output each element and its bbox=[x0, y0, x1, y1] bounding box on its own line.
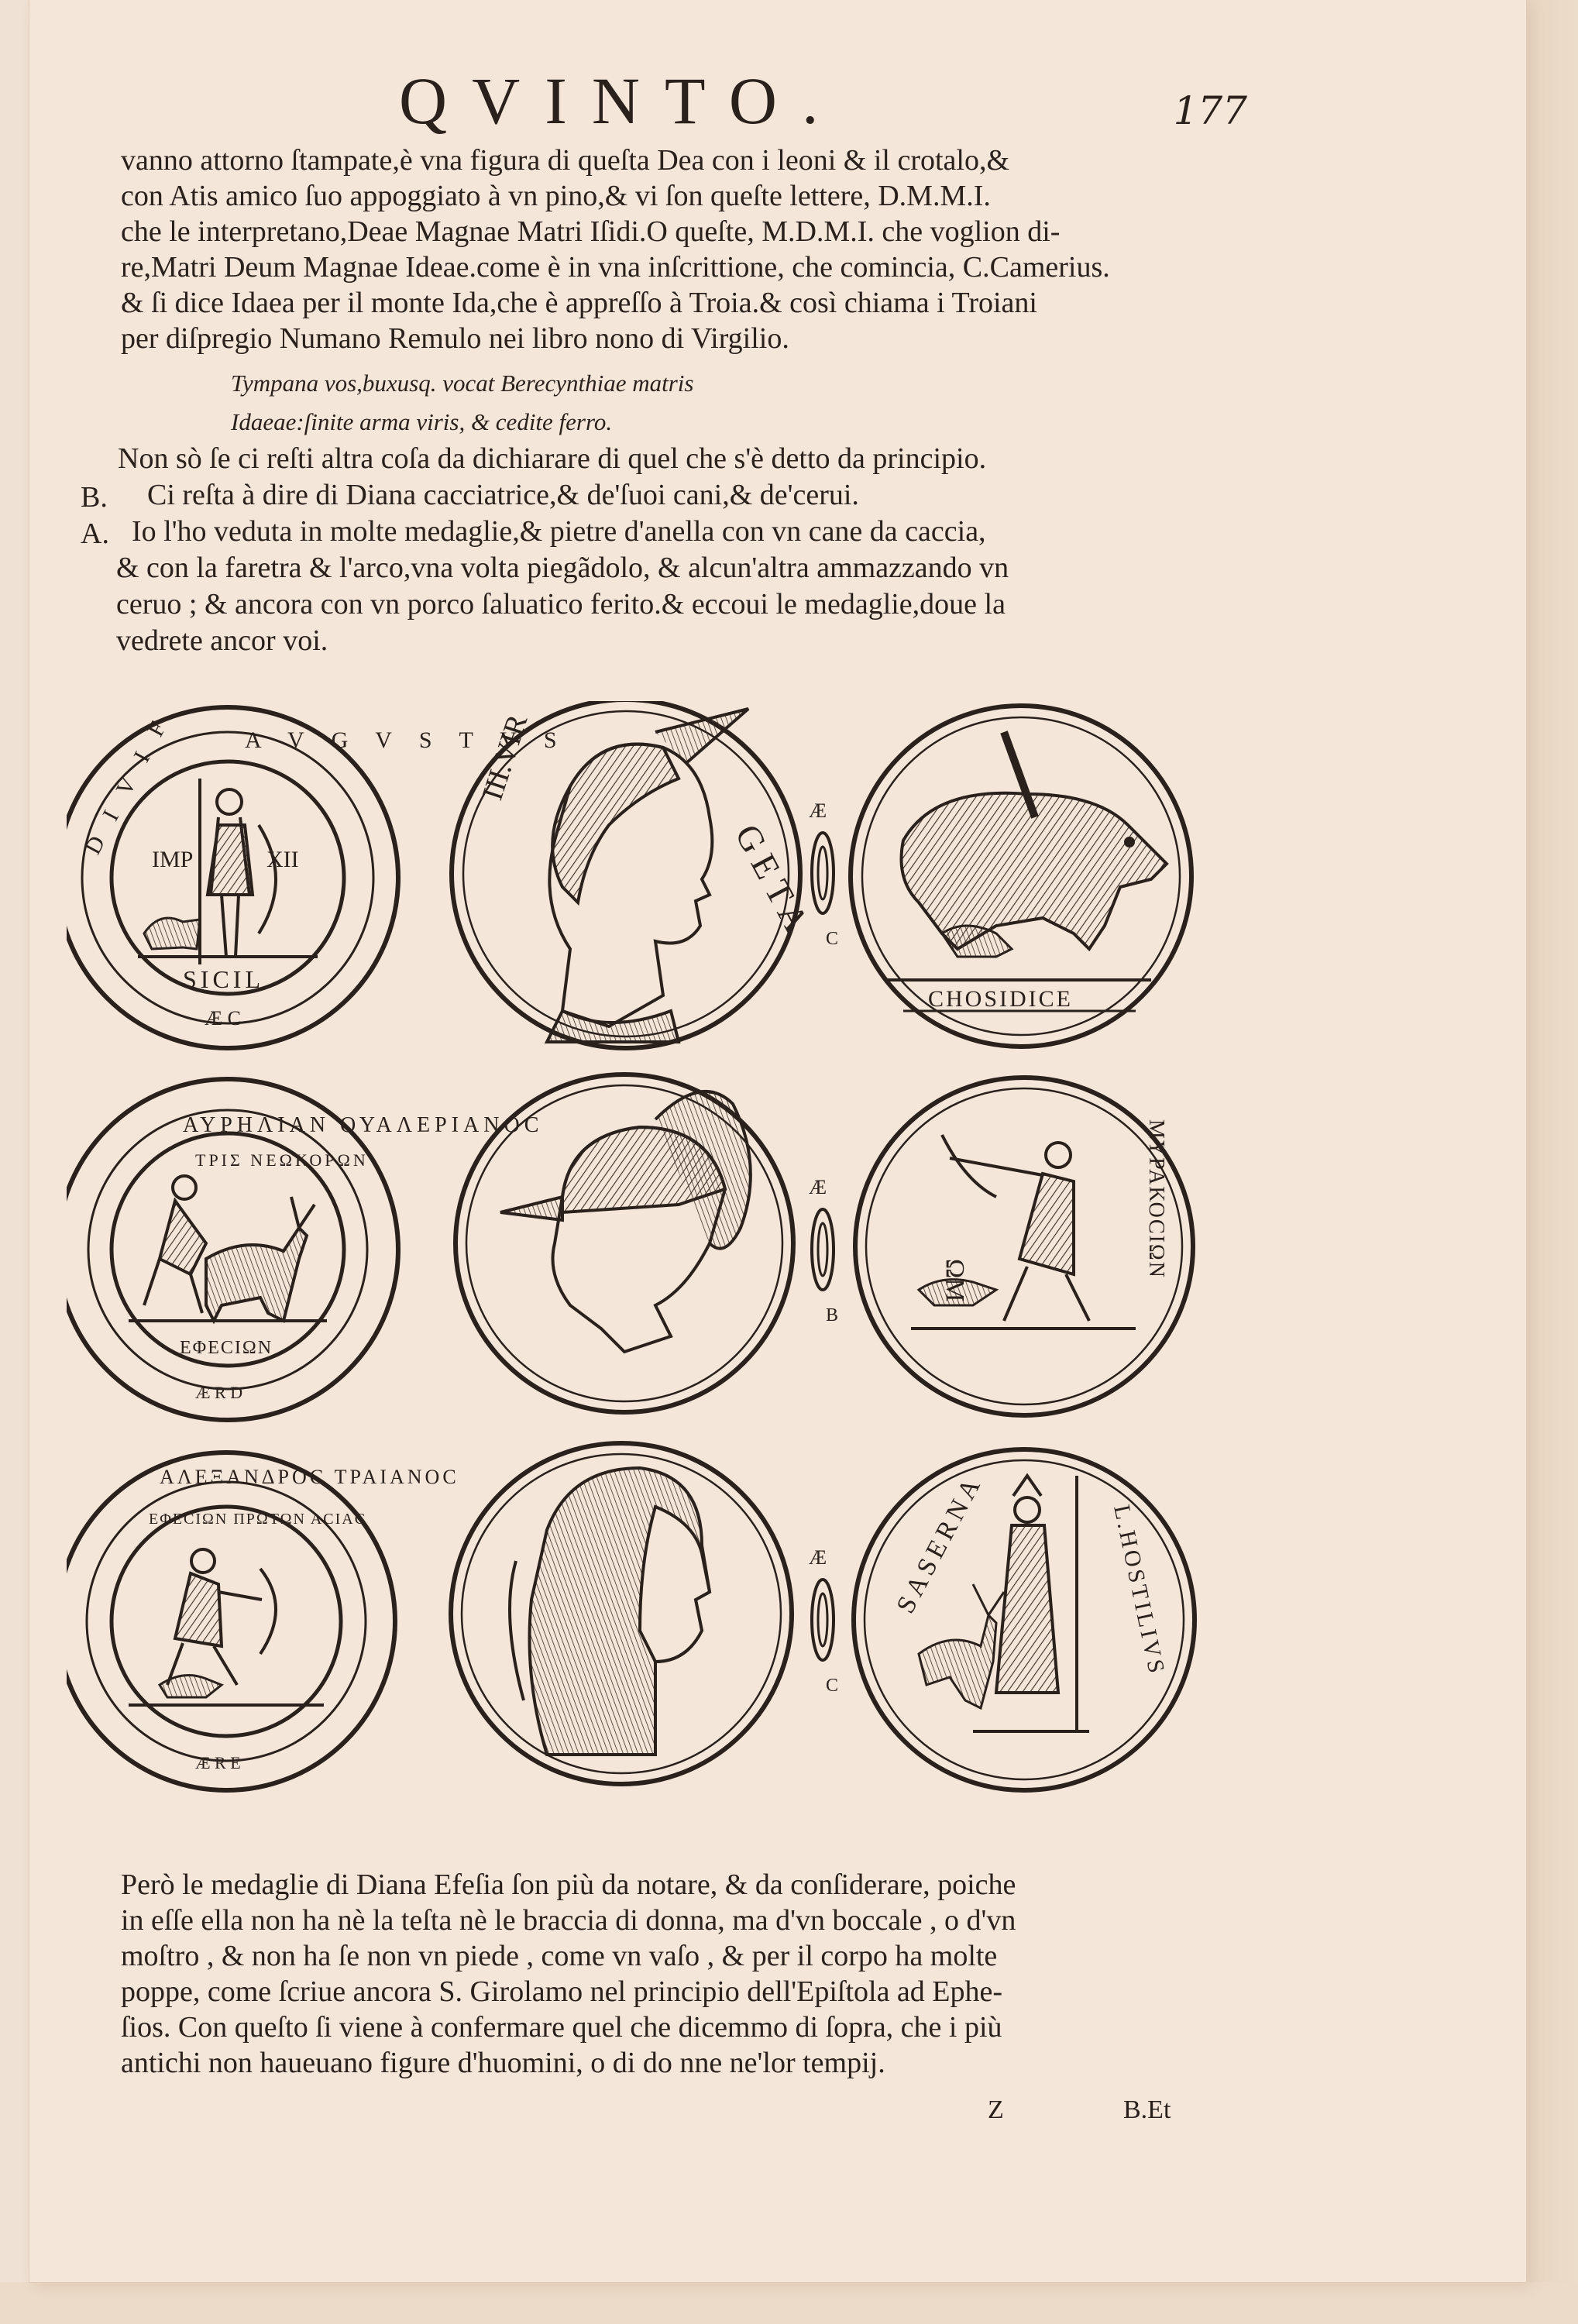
signature-mark: Z bbox=[988, 2095, 1004, 2124]
speaker-label: A. bbox=[81, 517, 109, 550]
medal-legend: GETA bbox=[727, 817, 820, 946]
medal-plate bbox=[67, 701, 1264, 1817]
speaker-label: B. bbox=[81, 481, 108, 514]
medal-geta bbox=[452, 701, 820, 1048]
text-line: re,Matri Deum Magnae Ideae.come è in vna inſcrittione, che comincia, C.Camerius. bbox=[121, 251, 1110, 284]
link-mark: C bbox=[826, 929, 839, 949]
medal-exergue: ΕΦΕϹΙΩΝ bbox=[180, 1338, 273, 1358]
medal-legend: III.VIR bbox=[476, 710, 535, 804]
text-line: ſios. Con queſto ſi viene à confermare quel che dicemmo di ſopra, che i più bbox=[121, 2011, 1002, 2044]
medal-mark: Æ R E bbox=[195, 1753, 241, 1772]
medal-boar bbox=[851, 706, 1191, 1047]
link-mark: C bbox=[826, 1676, 839, 1696]
standing-diana-icon bbox=[996, 1476, 1077, 1731]
running-head: QVINTO. bbox=[399, 64, 844, 138]
dialogue-line: Non sò ſe ci reſti altra coſa da dichiarare di quel che s'è detto da principio. bbox=[118, 442, 987, 475]
link-mark: Æ bbox=[809, 1546, 827, 1569]
text-line: vanno attorno ſtampate,è vna figura di queſta Dea con i leoni & il crotalo,& bbox=[121, 144, 1010, 177]
medal-exergue: SICIL bbox=[183, 965, 264, 993]
medal-legend: L.HOSTILIVS bbox=[1109, 1502, 1171, 1679]
boar-icon bbox=[902, 732, 1167, 949]
medal-exergue: CHOSIDICE bbox=[928, 986, 1074, 1012]
stag-icon bbox=[919, 1584, 1004, 1708]
text-line: con Atis amico ſuo appoggiato à vn pino,& vi ſon queſte lettere, D.M.M.I. bbox=[121, 180, 991, 212]
medal-legend: ΑΛΕΞΑΝΔΡΟC ΤΡΑΙΑΝΟC bbox=[160, 1466, 459, 1488]
medal-legend: ΜΥΡΑΚΟϹΙΩΝ bbox=[1144, 1119, 1168, 1279]
medal-legend: ΑΥΡΗΛΙΑΝ ΟΥΑΛΕΡΙΑΝΟC bbox=[183, 1113, 544, 1137]
link-mark: Æ bbox=[809, 1176, 827, 1198]
medal-link bbox=[809, 1546, 838, 1696]
text-line: moſtro , & non ha ſe non vn piede , come vn vaſo , & per il corpo ha molte bbox=[121, 1940, 998, 1972]
dialogue-line: vedrete ancor voi. bbox=[116, 624, 328, 657]
dialogue-line: Io l'ho veduta in molte medaglie,& pietre d'anella con vn cane da caccia, bbox=[132, 515, 986, 548]
medal-legend: IMP bbox=[152, 847, 194, 872]
medal-mark: Æ C bbox=[205, 1007, 241, 1030]
text-line: antichi non haueuano figure d'huomini, o di do nne ne'lor tempij. bbox=[121, 2047, 885, 2079]
page-header bbox=[116, 62, 1247, 147]
link-mark: B bbox=[826, 1305, 839, 1325]
medal-archer bbox=[855, 1078, 1193, 1415]
medal-ephesus-deer bbox=[67, 1079, 543, 1420]
dog-icon bbox=[160, 1676, 222, 1698]
page-edge-bottom bbox=[0, 2282, 1578, 2324]
medal-legend: SASERNA bbox=[891, 1470, 988, 1618]
dialogue-line: ceruo ; & ancora con vn porco ſaluatico ferito.& eccoui le medaglie,doue la bbox=[116, 588, 1006, 621]
medal-hostilius bbox=[854, 1449, 1195, 1790]
verse-line: Tympana vos,buxusq. vocat Berecynthiae matris bbox=[231, 370, 694, 397]
dialogue-line: Ci reſta à dire di Diana cacciatrice,& de'ſuoi cani,& de'cerui. bbox=[147, 479, 859, 511]
catchword: B.Et bbox=[1123, 2095, 1171, 2124]
medal-legend: XII bbox=[266, 847, 299, 872]
veiled-head-icon bbox=[510, 1468, 710, 1755]
medal-mark: Æ R D bbox=[195, 1383, 243, 1402]
medal-link bbox=[809, 1176, 838, 1325]
text-line: Però le medaglie di Diana Efeſia ſon più da notare, & da conſiderare, poiche bbox=[121, 1868, 1016, 1901]
diana-figure-icon bbox=[200, 779, 276, 964]
female-bust-icon bbox=[547, 709, 748, 1042]
medal-legend: ΤΡΙΣ ΝΕΩΚΟΡΩΝ bbox=[195, 1150, 369, 1170]
medal-legend: D I V I F bbox=[80, 710, 175, 859]
page-number: 177 bbox=[1173, 88, 1247, 133]
medal-engraving bbox=[67, 701, 1264, 1817]
deer-icon bbox=[206, 1197, 315, 1321]
medal-legend: ΩΜ bbox=[940, 1259, 969, 1302]
text-line: & ſi dice Idaea per il monte Ida,che è appreſſo à Troia.& così chiama i Troiani bbox=[121, 287, 1037, 319]
text-line: che le interpretano,Deae Magnae Matri Iſidi.O queſte, M.D.M.I. che voglion di- bbox=[121, 215, 1061, 248]
medal-helmeted-head bbox=[456, 1074, 793, 1412]
text-line: in eſſe ella non ha nè la teſta nè le braccia di donna, ma d'vn boccale , o d'vn bbox=[121, 1904, 1016, 1937]
page-edge-right bbox=[1526, 0, 1578, 2324]
dog-icon bbox=[144, 918, 200, 949]
huntress-icon bbox=[144, 1176, 206, 1313]
dialogue-line: & con la faretra & l'arco,vna volta piegãdolo, & alcun'altra ammazzando vn bbox=[116, 552, 1009, 584]
medal-veiled-head bbox=[451, 1443, 792, 1784]
text-line: poppe, come ſcriue ancora S. Girolamo nel principio dell'Epiſtola ad Ephe- bbox=[121, 1975, 1003, 2008]
verse-line: Idaeae:ſinite arma viris, & cedite ferro. bbox=[231, 408, 613, 435]
medal-legend: ΕΦΕϹΙΩΝ ΠΡΩΤΩΝ ΑCΙΑC bbox=[149, 1511, 367, 1528]
medal-legend: A V G V S T V S bbox=[245, 727, 568, 753]
text-line: per diſpregio Numano Remulo nei libro nono di Virgilio. bbox=[121, 322, 789, 355]
medal-alexander-trajan bbox=[67, 1452, 459, 1790]
dog-icon bbox=[942, 926, 1012, 957]
link-mark: Æ bbox=[809, 799, 827, 822]
huntress-bow-icon bbox=[167, 1549, 276, 1685]
